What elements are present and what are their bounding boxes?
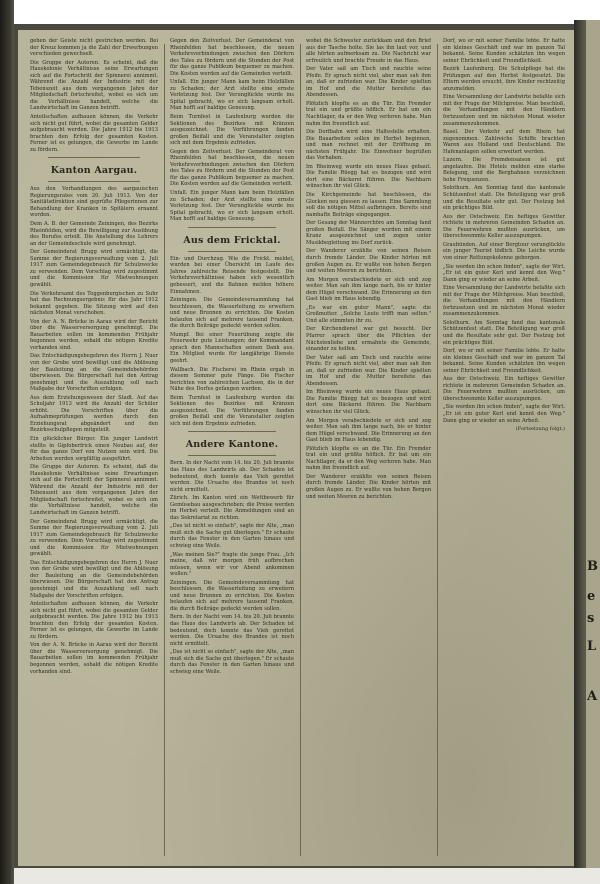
- paragraph: Zürich. Im Kanton wird ein Wettbewerb für Gemüsebau ausgeschrieben; die Preise werden im Herbst verteilt. Die Anmeldungen sind an das Sekretariat zu richten.: [170, 495, 294, 521]
- newspaper-page: [18, 30, 574, 866]
- paragraph: Plötzlich klopfte es an die Tür. Ein Fremder trat ein und grüßte höflich. Er bat um ein Nachtlager, da er den Weg verloren habe. Man nahm ihn freundlich auf.: [306, 100, 431, 127]
- paragraph: „Sie werden ihn schon finden", sagte der Wirt. „Er ist ein guter Kerl und kennt den Weg." Dann ging er wieder an seine Arbeit.: [443, 263, 565, 283]
- paragraph: Luzern. Die Fremdensaison ist gut angelaufen. Die Hotels melden eine starke Belegung, und die Bergbahnen verzeichnen hohe Frequenzen.: [443, 157, 565, 183]
- paragraph: Ein- und Durchzug. Wie die Frickt. meldet, wurden bei einer Übersicht im Laufe des Jahres zahlreiche Reisende festgestellt. Die Verkehrsverhältnisse haben sich wesentlich gebessert, und die Bahnen melden höhere Einnahmen.: [170, 255, 294, 295]
- paragraph: Aus der Ostschweiz. Ein heftiges Gewitter richtete in mehreren Gemeinden Schaden an. Die Feuerwehren mußten ausrücken, um überschwemmte Keller auszupumpen.: [443, 376, 565, 402]
- strip-letter: A: [587, 689, 598, 704]
- paragraph: Solothurn. Am Sonntag fand das kantonale Schützenfest statt. Die Beteiligung war groß und die Resultate sehr gut. Der Festzug bot ein prächtiges Bild.: [443, 319, 565, 346]
- paragraph: Zeiningen. Die Gemeindeversammlung hat beschlossen, die Wasserleitung zu erweitern und neue Brunnen zu errichten. Die Kosten belaufen sich auf mehrere tausend Franken, die durch Beiträge gedeckt werden sollen.: [170, 297, 294, 330]
- paragraph: Plötzlich klopfte es an die Tür. Ein Fremder trat ein und grüßte höflich. Er bat um ein Nachtlager, da er den Weg verloren habe. Man nahm ihn freundlich auf.: [306, 445, 431, 472]
- paragraph: Eine Versammlung der Landwirte befaßte sich mit der Frage der Milchpreise. Man beschloß, die Verhandlungen mit den Händlern fortzusetzen und im nächsten Monat wieder zusammenzukommen.: [443, 285, 565, 318]
- book-binding: [0, 0, 14, 884]
- paragraph: Der Wanderer erzählte von seinen Reisen durch fremde Länder. Die Kinder hörten mit großen Augen zu. Er wußte von hohen Bergen und weiten Meeren zu berichten.: [306, 473, 431, 500]
- paragraph: Unfall. Ein junger Mann kam beim Holzfällen zu Schaden; der Arzt stellte eine ernste Verletzung fest. Der Verunglückte wurde ins Spital gebracht, wo er sich langsam erholt. Man hofft auf baldige Genesung.: [170, 190, 294, 223]
- separator: [48, 181, 140, 182]
- separator: [48, 157, 140, 158]
- paragraph: gehen der Geiste nicht gestrichen werden. Bei der Kreuz kommen ja die Zahl der Erwerbungen verschieden gewechselt.: [30, 38, 158, 58]
- paragraph: Der Vater saß am Tisch und rauchte seine Pfeife. Er sprach nicht viel, aber man sah ihm an, daß er zufrieden war. Die Kinder spielten im Hof und die Mutter bereitete das Abendessen.: [306, 66, 431, 99]
- paragraph: Im Rheinweg wurde ein neues Haus gebaut. Die Familie Rüegg hat es bezogen und wird dort eine Bäckerei führen. Die Nachbarn wünschen ihr viel Glück.: [306, 163, 431, 190]
- paragraph: Das Entschädigungsbegehren des Herrn J. Nuer von der Grube wird bewilligt und die Ablösung der Bauleitung an die Gemeindebehörden überwiesen. Die Bürgerschaft hat den Antrag genehmigt und die Auszahlung soll nach Maßgabe der Vorschriften erfolgen.: [30, 353, 158, 393]
- paragraph: wobei die Schwester zurückkam und den Brief aus der Tasche holte. Sie las ihn laut vor, und alle hörten aufmerksam zu. Die Nachricht war erfreulich und brachte Freude in das Haus.: [306, 38, 431, 64]
- paragraph: Bezirk Laufenburg. Die Schulpflege hat die Prüfungen auf den Herbst festgesetzt. Die Eltern werden ersucht, ihre Kinder rechtzeitig anzumelden.: [443, 66, 565, 92]
- paragraph: Ein glücklicher Bürger. Ein junger Landwirt stellte in Gipfoberfrick einen Neubau auf, der für das ganze Dorf von Nutzen sein wird. Die Arbeiten werden sorgfältig ausgeführt.: [30, 435, 158, 462]
- paragraph: Der Kirchendienst war gut besucht. Der Pfarrer sprach über die Pflichten der Nächstenliebe und ermahnte die Gemeinde, einander zu helfen.: [306, 326, 431, 353]
- bottom-paper-edge: [14, 868, 600, 884]
- paragraph: Bern. In der Nacht vom 14. bis 20. Juli brannte das Haus des Landwirts ab. Der Schaden ist bedeutend, doch konnte das Vieh gerettet werden. Die Ursache des Brandes ist noch nicht ermittelt.: [170, 460, 294, 493]
- paragraph: Wallbach. Die Fischerei im Rhein ergab in diesem Sommer gute Fänge. Die Fischer berichten von zahlreichen Lachsen, die in der Nähe des Dorfes gefangen wurden.: [170, 366, 294, 393]
- paragraph: Die Gruppe der Autoren. Es scheint, daß die Hauskolonie Verhältnisse seine Erwartungen sich auf die Fortschritt der Spinnerei annimmt. Während die Anzahl der Industrie mit der Tebenszeit aus dem vergangenen Jahre der Mitgliedschaft fortschreitet, wobei es sich um die Verhältnisse handelt, welche die Landwirtschaft im Ganzen betrifft.: [30, 59, 158, 112]
- paragraph: Von der A. N. Brücke in Aarau wird der Bericht über die Wasserversorgung genehmigt. Die Bauarbeiten sollen im kommenden Frühjahr begonnen werden, sobald die nötigen Kredite vorhanden sind.: [30, 318, 158, 351]
- paragraph: Das Entschädigungsbegehren des Herrn J. Nuer von der Grube wird bewilligt und die Ablösung der Bauleitung an die Gemeindebehörden überwiesen. Die Bürgerschaft hat den Antrag genehmigt und die Auszahlung soll nach Maßgabe der Vorschriften erfolgen.: [30, 559, 158, 599]
- paragraph: Im Rheinweg wurde ein neues Haus gebaut. Die Familie Rüegg hat es bezogen und wird dort eine Bäckerei führen. Die Nachbarn wünschen ihr viel Glück.: [306, 389, 431, 415]
- separator: [188, 455, 276, 456]
- paragraph: Basel. Der Verkehr auf dem Rhein hat zugenommen. Zahlreiche Schiffe brachten Waren aus Holland und Deutschland. Die Hafenanlagen sollen erweitert werden.: [443, 129, 565, 155]
- paragraph: Unfall. Ein junger Mann kam beim Holzfällen zu Schaden; der Arzt stellte eine ernste Verletzung fest. Der Verunglückte wurde ins Spital gebracht, wo er sich langsam erholt. Man hofft auf baldige Genesung.: [170, 79, 294, 112]
- column-3: [306, 38, 431, 858]
- paragraph: Dorf, wo er mit seiner Familie lebte. Er hatte ein kleines Geschäft und war im ganzen Tal bekannt. Seine Kunden schätzten ihn wegen seiner Ehrlichkeit und Freundlichkeit.: [443, 38, 565, 64]
- strip-letter: L: [587, 639, 597, 654]
- column-rule: [300, 44, 301, 856]
- column-1: [30, 38, 158, 858]
- paragraph: Die Gruppe der Autoren. Es scheint, daß die Hauskolonie Verhältnisse seine Erwartungen sich auf die Fortschritt der Spinnerei annimmt. Während die Anzahl der Industrie mit der Tebenszeit aus dem vergangenen Jahre der Mitgliedschaft fortschreitet, wobei es sich um die Verhältnisse handelt, welche die Landwirtschaft im Ganzen betrifft.: [30, 464, 158, 516]
- column-rule: [437, 44, 438, 856]
- paragraph: Der Gemeinderat Brugg wird ermächtigt, die Summe der Regierungsverwaltung vom 2. Juli 1917 zum Gemeindegebrauch für Schulzwecke zu verwenden. Dem Vorschlag wird zugestimmt und die Kommission für Mietwohnungen gewählt.: [30, 249, 158, 288]
- paragraph: Beim Turnfest in Laufenburg wurden die Sektionen des Bezirkes mit Kränzen ausgezeichnet. Die Vorführungen fanden großen Beifall und die Veranstalter zeigten sich mit dem Ergebnis zufrieden.: [170, 114, 294, 147]
- paragraph: Anteilschaften aufbauen können, die Verkehr sich nicht gut führt, wobei die gesamten Gelder aufgebraucht werden. Die Jahre 1912 bis 1913 brachten den Erfolg der gesamten Kosten. Ferner ist es gelungen, die Gewerbe im Lande zu fördern.: [30, 114, 158, 153]
- paragraph: Am Morgen verabschiedete er sich und zog weiter. Man sah ihm lange nach, bis er hinter dem Hügel verschwand. Die Erinnerung an den Gast blieb im Haus lebendig.: [306, 417, 431, 444]
- paragraph: Die Dorfbahn wird eine Haltestelle erhalten. Die Bauarbeiten sollen im Herbst beginnen, und man rechnet mit der Eröffnung im nächsten Frühjahr. Die Einwohner begrüßen das Vorhaben.: [306, 129, 431, 162]
- paragraph: Am Morgen verabschiedete er sich und zog weiter. Man sah ihm lange nach, bis er hinter dem Hügel verschwand. Die Erinnerung an den Gast blieb im Haus lebendig.: [306, 276, 431, 303]
- paragraph: Bern. In der Nacht vom 14. bis 20. Juli brannte das Haus des Landwirts ab. Der Schaden ist bedeutend, doch konnte das Vieh gerettet werden. Die Ursache des Brandes ist noch nicht ermittelt.: [170, 614, 294, 647]
- continuation-note: (Fortsetzung folgt.): [515, 426, 565, 433]
- paragraph: „Das ist nicht so einfach", sagte der Alte, „man muß sich die Sache gut überlegen." Er schaute durch das Fenster in den Garten hinaus und schwieg eine Weile.: [170, 523, 294, 549]
- paragraph: Zeiningen. Die Gemeindeversammlung hat beschlossen, die Wasserleitung zu erweitern und neue Brunnen zu errichten. Die Kosten belaufen sich auf mehrere tausend Franken, die durch Beiträge gedeckt werden sollen.: [170, 579, 294, 612]
- column-rule: [164, 44, 165, 856]
- paragraph: Die Verkehrsamt des Toggenburgischen zu Suhr hat das Rechnungsergebnis für das Jahr 1912 bekannt gegeben. Die Sitzung wird auf den nächsten Monat verschoben.: [30, 290, 158, 317]
- heading-andere-kantone: Andere Kantone.: [185, 439, 279, 451]
- paragraph: Der Gesang der Männerchöre am Sonntag fand großen Beifall. Die Sänger wurden mit einem Kranz ausgezeichnet und zogen unter Musikbegleitung ins Dorf zurück.: [306, 220, 431, 246]
- paragraph: Aus dem Erziehungswesen der Stadt. Auf das Schuljahr 1913 wird die Anzahl der Schüler erhöht. Die Vorschriften über die Aufnahmeprüfungen werden durch den Erziehungsrat abgeändert und den Bezirksschulpflegen mitgeteilt.: [30, 394, 158, 434]
- paragraph: Mumpf. Bei einer Feuerübung zeigte die Feuerwehr gute Leistungen; der Kommandant sprach den Mannschaften seinen Dank aus. Ein Mitglied wurde für langjährige Dienste geehrt.: [170, 331, 294, 364]
- paragraph: „Es war ein guter Mann", sagte die Großmutter. „Solche Leute trifft man selten." Und alle stimmten ihr zu.: [306, 304, 431, 324]
- paragraph: Aus den Verhandlungen des aargauischen Regierungsrates vom 20. Juli 1913. Von der Sanitätsdirektion sind geprüfte Pflegerinnen zur Behandlung der Kranken in Spitälern ernannt worden.: [30, 186, 158, 219]
- column-4: [443, 38, 565, 858]
- paragraph: Beim Turnfest in Laufenburg wurden die Sektionen des Bezirkes mit Kränzen ausgezeichnet. Die Vorführungen fanden großen Beifall und die Veranstalter zeigten sich mit dem Ergebnis zufrieden.: [170, 394, 294, 427]
- paragraph: Der Vater saß am Tisch und rauchte seine Pfeife. Er sprach nicht viel, aber man sah ihm an, daß er zufrieden war. Die Kinder spielten im Hof und die Mutter bereitete das Abendessen.: [306, 354, 431, 387]
- paragraph: Gegen den Zeitverlust. Der Gemeinderat von Rheinfelden hat beschlossen, die neuen Verkehrsverbindungen zwischen den Dörfern des Tales zu fördern und die Stunden der Post für das ganze Publikum bequemer zu machen. Die Kosten werden auf die Gemeinden verteilt.: [170, 38, 294, 77]
- adjacent-page-strip: [586, 20, 600, 870]
- paragraph: Der Gemeinderat Brugg wird ermächtigt, die Summe der Regierungsverwaltung vom 2. Juli 1917 zum Gemeindegebrauch für Schulzwecke zu verwenden. Dem Vorschlag wird zugestimmt und die Kommission für Mietwohnungen gewählt.: [30, 518, 158, 558]
- paragraph: Der Wanderer erzählte von seinen Reisen durch fremde Länder. Die Kinder hörten mit großen Augen zu. Er wußte von hohen Bergen und weiten Meeren zu berichten.: [306, 248, 431, 275]
- paragraph: Dem A. B. der Gemeinde Zeiningen, des Bezirks Rheinfelden, wird die Bewilligung zur Ausübung des Berufes erteilt. Die Anstellung des Lehrers an der Gemeindeschule wird genehmigt.: [30, 221, 158, 247]
- heading-kanton-aargau: Kanton Aargau.: [50, 165, 138, 177]
- paragraph: „Sie werden ihn schon finden", sagte der Wirt. „Er ist ein guter Kerl und kennt den Weg." Dann ging er wieder an seine Arbeit.: [443, 404, 565, 424]
- paragraph: Dorf, wo er mit seiner Familie lebte. Er hatte ein kleines Geschäft und war im ganzen Tal bekannt. Seine Kunden schätzten ihn wegen seiner Ehrlichkeit und Freundlichkeit.: [443, 348, 565, 374]
- paragraph: Von der A. N. Brücke in Aarau wird der Bericht über die Wasserversorgung genehmigt. Die Bauarbeiten sollen im kommenden Frühjahr begonnen werden, sobald die nötigen Kredite vorhanden sind.: [30, 642, 158, 675]
- strip-letter: B: [587, 559, 598, 574]
- separator: [188, 431, 276, 432]
- paragraph: Graubünden. Auf einer Bergtour verunglückte ein junger Tourist tödlich. Die Leiche wurde von einer Rettungskolonne geborgen.: [443, 241, 565, 261]
- strip-letter: e: [587, 589, 596, 604]
- paragraph: „Was meinen Sie?" fragte die junge Frau. „Ich meine, daß wir morgen früh aufbrechen müssen, wenn wir vor Abend ankommen wollen.": [170, 551, 294, 578]
- paragraph: Eine Versammlung der Landwirte befaßte sich mit der Frage der Milchpreise. Man beschloß, die Verhandlungen mit den Händlern fortzusetzen und im nächsten Monat wieder zusammenzukommen.: [443, 94, 565, 127]
- paragraph: Gegen den Zeitverlust. Der Gemeinderat von Rheinfelden hat beschlossen, die neuen Verkehrsverbindungen zwischen den Dörfern des Tales zu fördern und die Stunden der Post für das ganze Publikum bequemer zu machen. Die Kosten werden auf die Gemeinden verteilt.: [170, 148, 294, 188]
- column-2: [170, 38, 294, 858]
- separator: [188, 251, 276, 252]
- strip-letter: s: [587, 611, 595, 626]
- paragraph: Die Kirchgemeinde hat beschlossen, die Glocken neu giessen zu lassen. Eine Sammlung soll die nötigen Mittel aufbringen. Bereits sind namhafte Beiträge eingegangen.: [306, 192, 431, 218]
- paragraph: Aus der Ostschweiz. Ein heftiges Gewitter richtete in mehreren Gemeinden Schaden an. Die Feuerwehren mußten ausrücken, um überschwemmte Keller auszupumpen.: [443, 213, 565, 240]
- paragraph: Anteilschaften aufbauen können, die Verkehr sich nicht gut führt, wobei die gesamten Gelder aufgebraucht werden. Die Jahre 1912 bis 1913 brachten den Erfolg der gesamten Kosten. Ferner ist es gelungen, die Gewerbe im Lande zu fördern.: [30, 601, 158, 640]
- paragraph: „Das ist nicht so einfach", sagte der Alte, „man muß sich die Sache gut überlegen." Er schaute durch das Fenster in den Garten hinaus und schwieg eine Weile.: [170, 649, 294, 675]
- paragraph: Solothurn. Am Sonntag fand das kantonale Schützenfest statt. Die Beteiligung war groß und die Resultate sehr gut. Der Festzug bot ein prächtiges Bild.: [443, 185, 565, 212]
- heading-aus-dem-fricktal: Aus dem Fricktal.: [183, 234, 281, 246]
- separator: [188, 227, 276, 228]
